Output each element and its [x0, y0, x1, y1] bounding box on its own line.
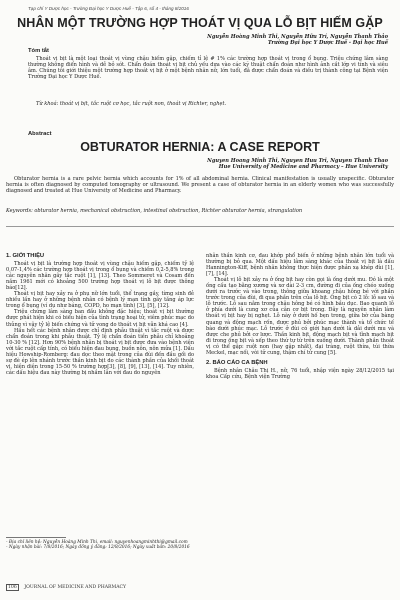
- abstract-heading: Abstract: [28, 131, 52, 137]
- authors-en: Nguyen Hoang Minh Thi, Nguyen Huu Tri, Nguyen Thanh Thao: [207, 158, 388, 164]
- article-title-vi: NHÂN MỘT TRƯỜNG HỢP THOÁT VỊ QUA LỖ BỊT HIẾM GẶP: [17, 16, 383, 30]
- paragraph: nhân thần kinh cơ, đau khớp phổ biến ở những bệnh nhân lớn tuổi và thường bị bỏ qua. Một dấu hiệu lâm sàng khác của thoát vị bịt là dấu Hannington-Kiff, bệnh nhân không thực hiện được phản xạ khép đùi [1], [7], [14].: [206, 253, 394, 278]
- left-column: [6, 253, 194, 376]
- footnote-dates: - Ngày nhận bài: 7/8/2016; Ngày đồng ý đăng: 12/8/2016; Ngày xuất bản: 20/8/2016: [6, 545, 190, 551]
- affiliation-en: Hue University of Medicine and Pharmacy – Hue University: [218, 164, 388, 170]
- footer-journal-name: JOURNAL OF MEDICINE AND PHARMACY: [24, 585, 127, 590]
- paragraph: Thoát vị bịt hay xảy ra ở phụ nữ lớn tuổi, thể trạng gầy, từng sinh đẻ nhiều lần hay ở những bệnh nhân có bệnh lý mạn tính gây tăng áp lực trong ổ bụng (ví dụ như báng, COPD, ho mạn tính) [3], [5], [12].: [6, 291, 194, 310]
- footnote-contact: - Địa chỉ liên hệ: Nguyễn Hoàng Minh Thi, email: nguyenhoangminhthi@gmail.com: [6, 540, 188, 545]
- keywords-en: Keywords: obturator hernia, mechanical obstruction, intestinal obstruction, Richter obturator hernia, strangulation: [6, 208, 303, 214]
- journal-header: Tạp chí Y Dược học - Trường Đại học Y Dược Huế - Tập 6, số 4 - tháng 8/2016: [28, 6, 189, 11]
- section-divider: [6, 226, 394, 227]
- footnote-separator: [6, 537, 66, 538]
- authors-vi: Nguyễn Hoàng Minh Thi, Nguyễn Hữu Trí, Nguyễn Thanh Thảo: [207, 34, 388, 40]
- footnotes: [6, 540, 196, 550]
- page-number: 106: [8, 585, 17, 590]
- section-1-heading: 1. GIỚI THIỆU: [6, 253, 45, 259]
- abstract-text: Obturator hernia is a rare pelvic hernia which accounts for 1% of all abdominal hernia. Clinical manifestation is usually unspecific. Obturator hernia is often diagnosed by computed tomography or ultrasound. We present a case of obturator hernia in an elderly women who was successfully diagnosed and treated at Hue University of Medicine and Pharmacy.: [6, 176, 394, 195]
- summary-heading: Tóm tắt: [28, 48, 49, 54]
- section-2-heading: 2. BÁO CÁO CA BỆNH: [206, 359, 268, 366]
- paragraph: Thoát vị lỗ bịt xảy ra ở ống bịt hay còn gọi là ống dưới mu. Đó là một ống cấu tạo bằng xương và xơ dài 2-3 cm, đường đi của ống chéo xuống dưới ra trước và vào trong, thông giữa khoang chậu hông bé với phần trước trong của đùi, đi qua phần trên của lỗ bịt. Ống bịt có 2 lỗ: lỗ sau và lỗ trước. Lỗ sau nằm trong chậu hông bé có hình bầu dục. Bao quanh lỗ ở phía dưới là cung xơ của cân cơ bịt trong. Đây là nguyên nhân làm thoát vị bịt hay bị nghẹt. Lỗ này ở dưới hố bẹn trong, giữa bờ của bàng quang và động mạch rốn, được phủ bởi phúc mạc thành và tổ chức tế bào dưới phúc mạc. Lỗ trước ở đùi có giới hạn dưới là dải dưới mu và được che phủ bởi cơ lược. Thần kinh bịt, động mạch bịt và tĩnh mạch bịt đi trong ống bịt và xếp theo thứ tự từ trên xuống dưới. Thành phần thoát vị có thể gặp: ruột non (hay gặp nhất), đại tràng, ruột thừa, túi thừa Meckel, mạc nối, vòi tử cung, thậm chí tử cung [5].: [206, 277, 394, 356]
- paragraph: Bệnh nhân Châu Thị H., nữ, 76 tuổi, nhập viện ngày 28/12/2015 tại khoa Cấp cứu, Bệnh viện Trường: [206, 367, 394, 380]
- right-column: [206, 253, 394, 380]
- paragraph: Triệu chứng lâm sàng ban đầu không đặc hiệu; thoát vị bịt thường được phát hiện khi có biểu hiện của tình trạng hoại tử, viêm phúc mạc do thủng vì vậy tỷ lệ biến chứng và tử vong do thoát vị bịt vẫn khá cao [4].: [6, 309, 194, 328]
- summary-text: Thoát vị bịt là một loại thoát vị vùng chậu hiếm gặp, chiếm tỉ lệ # 1% các trường hợp thoát vị trong ổ bụng. Triệu chứng lâm sàng thường không điển hình và dễ bỏ sót. Chẩn đoán thoát vị bịt chủ yếu dựa vào các kỹ thuật chẩn đoán như hình ảnh cắt lớp vi tính và siêu âm. Chúng tôi giới thiệu một trường hợp thoát vị bịt ở một bệnh nhân nữ, lớn tuổi, đã được chẩn đoán và điều trị thành công tại Bệnh viện Trường Đại học Y Dược Huế.: [28, 56, 388, 81]
- keywords-vi: Từ khoá: thoát vị bịt, tắc ruột cơ học, tắc ruột non, thoát vị Richter, nghẹt.: [36, 101, 227, 107]
- paragraph: Thoát vị bịt là trường hợp thoát vị vùng chậu hiếm gặp, chiếm tỷ lệ 0,07-1,4% các trường hợp thoát vị trong ổ bụng và chiếm 0,2-5,8% trong các nguyên nhân gây tắc ruột [1], [13]. Theo Sommeret và Cosam đến năm 1961 mới có khoảng 500 trường hợp thoát vị lỗ bịt được thông báo[12].: [6, 261, 194, 292]
- paragraph: Hầu hết các bệnh nhân được chỉ định phẫu thuật vì tắc ruột và được chẩn đoán trong khi phẫu thuật. Tỷ lệ chẩn đoán tiền phẫu chỉ khoảng 10-30 % [12]. Hơn 90% bệnh nhân bị thoát vị bịt được đưa vào bệnh viện với tắc ruột cấp tính, có biểu hiện đau bụng, buồn nôn, nôn mửa [1]. Dấu hiệu Howship-Romberg: đau dọc theo mặt trong của đùi đến đầu gối do sự đè ép lên nhánh trước thần kinh bịt do các thành phần của khối thoát vị, hiện diện trong 15-50 % trường hợp[3], [8], [9], [13], [14]. Tuy nhiên, các dấu hiệu đau này thường bị nhầm lẫn với đau do nguyên: [6, 327, 194, 376]
- affiliation-vi: Trường Đại học Y Dược Huế - Đại học Huế: [267, 40, 388, 46]
- article-title-en: OBTURATOR HERNIA: A CASE REPORT: [80, 140, 320, 154]
- page-footer: [6, 584, 126, 591]
